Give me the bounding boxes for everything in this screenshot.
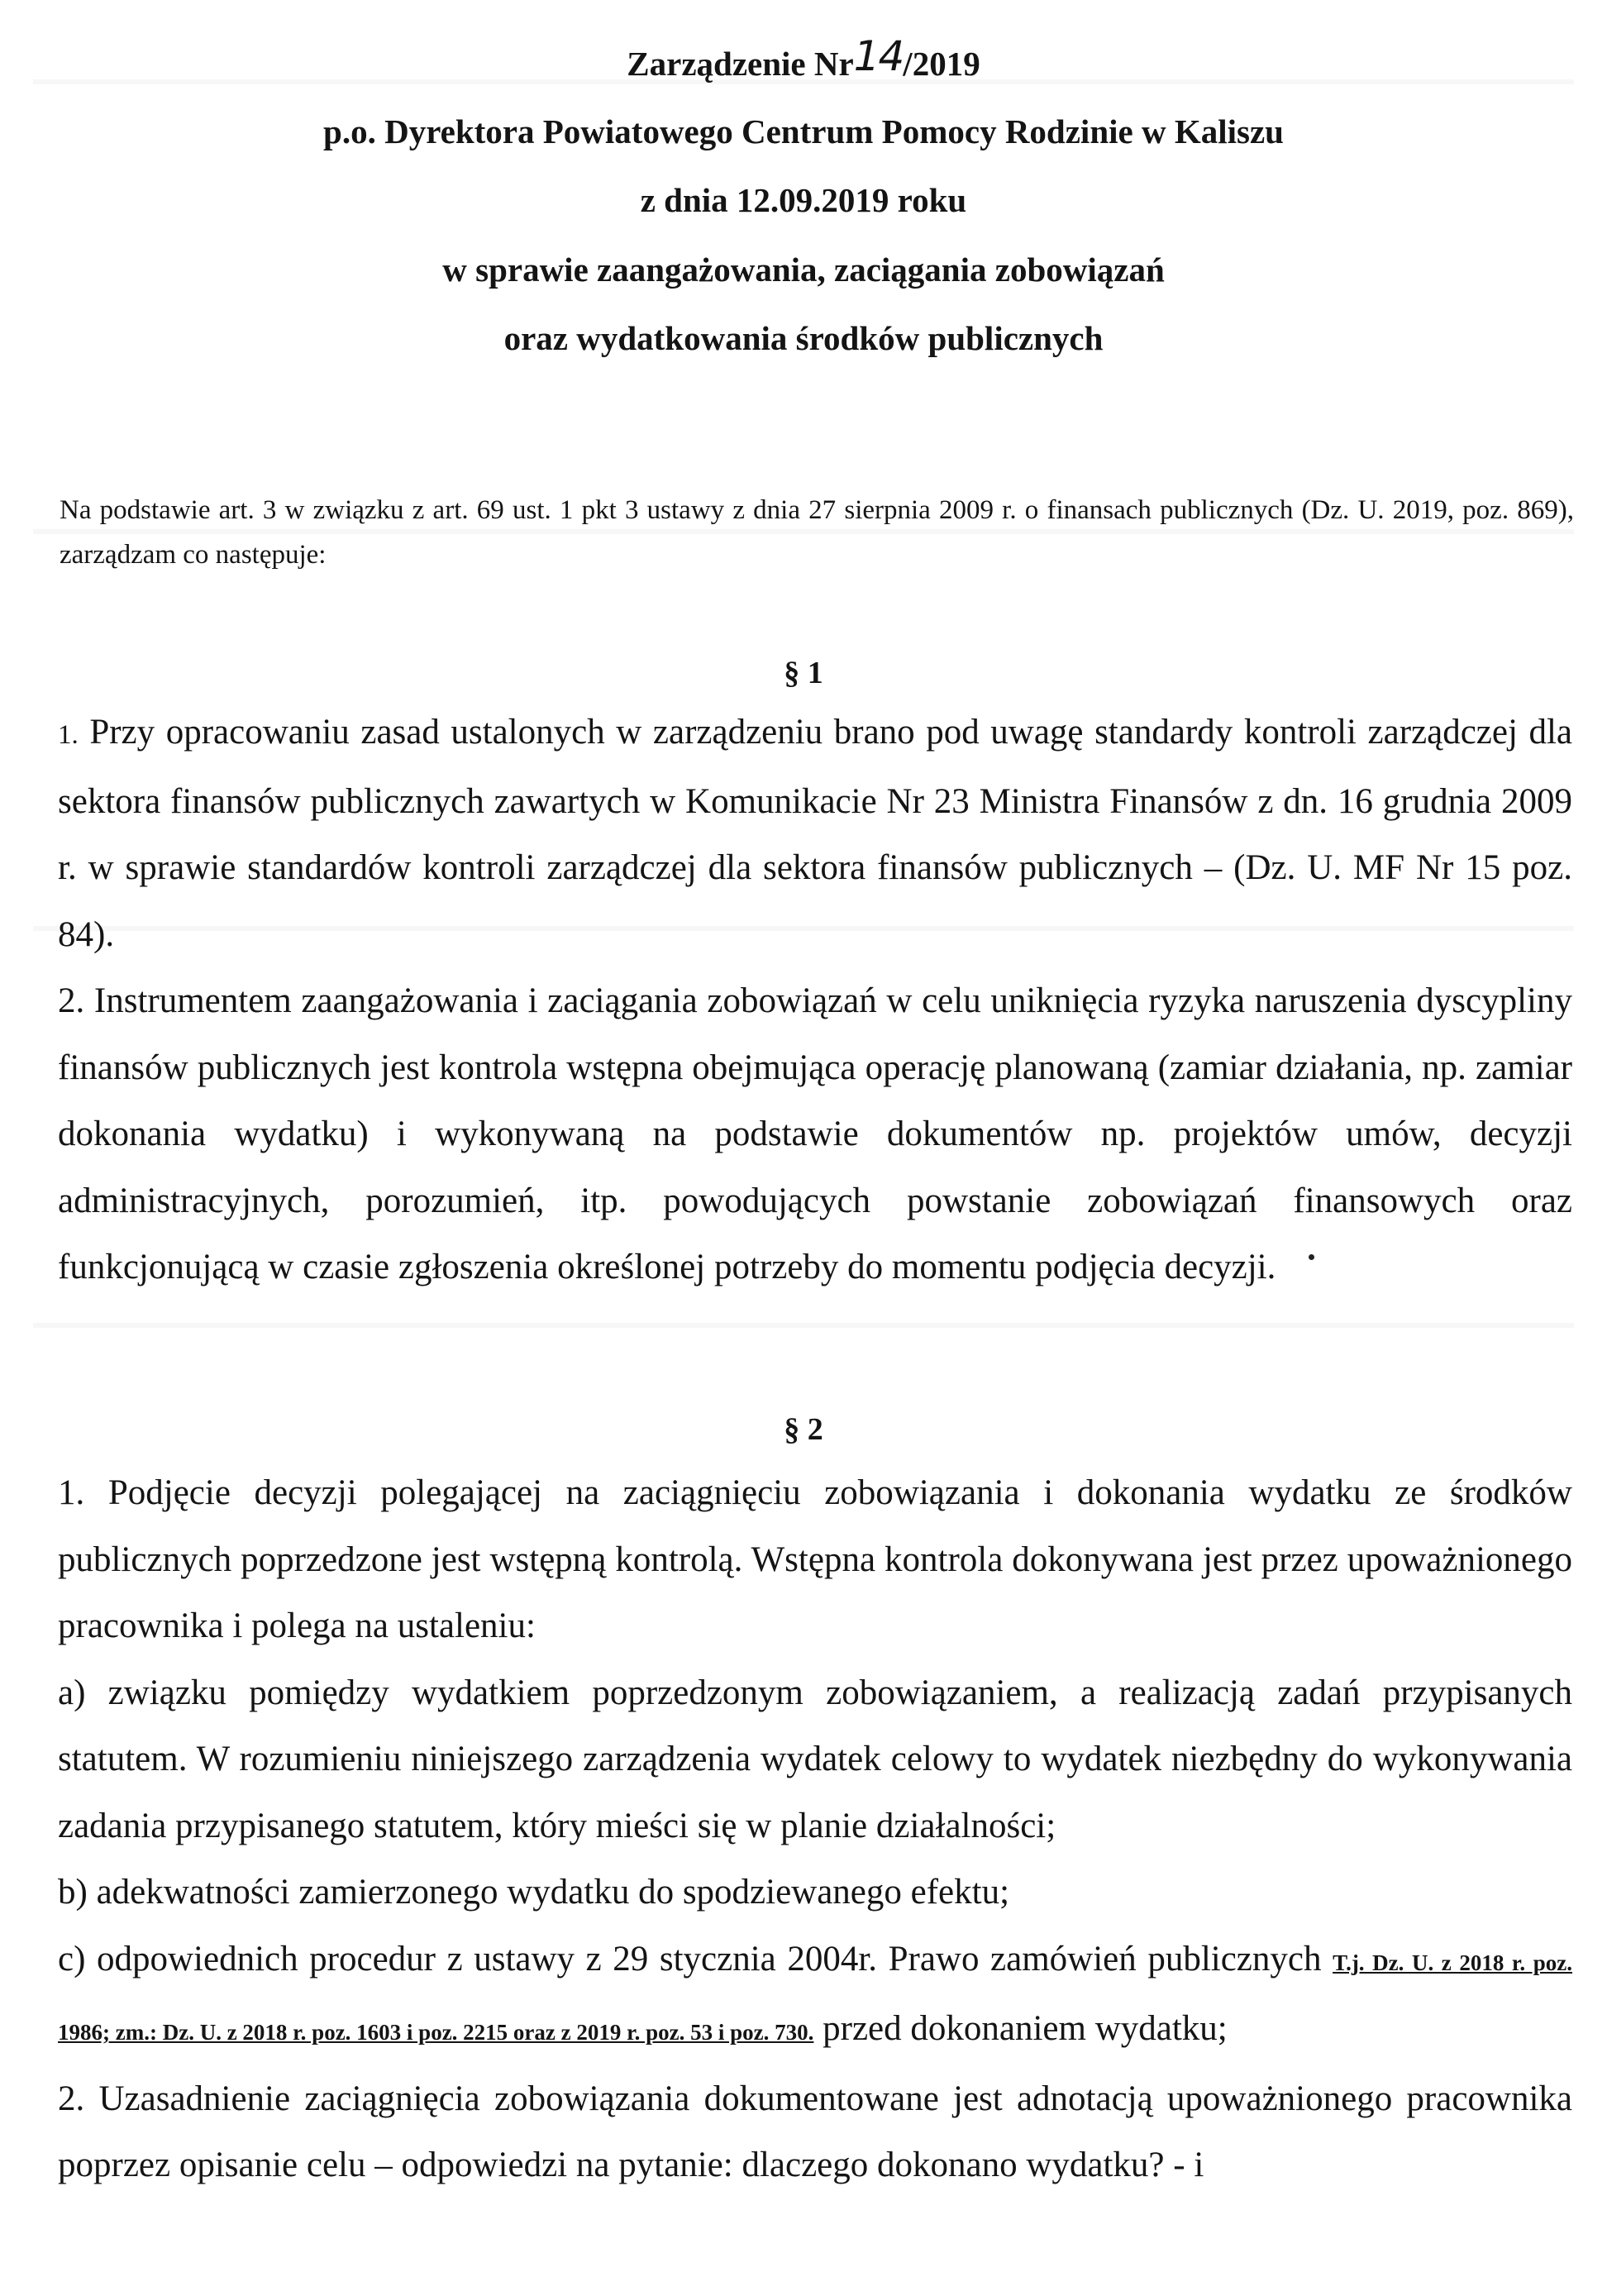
title-prefix: Zarządzenie Nr (627, 45, 854, 83)
legal-basis-paragraph: Na podstawie art. 3 w związku z art. 69 ust. 1 pkt 3 ustawy z dnia 27 sierpnia 2009 r. o finansach publicznych (Dz. U. 2019, poz. 869), zarządzam co następuje: (60, 495, 1574, 570)
section-2-item-c (58, 1926, 1572, 2066)
section-2-paragraph-2: 2. Uzasadnienie zaciągnięcia zobowiązania dokumentowane jest adnotacją upoważnionego pracownika poprzez opisanie celu – odpowiedzi na pytanie: dlaczego dokonano wydatku? - i (58, 2079, 1572, 2184)
subject-line-1: w sprawie zaangażowania, zaciągania zobowiązań (442, 251, 1165, 289)
section-1-paragraph-1 (58, 699, 1572, 968)
date-line: z dnia 12.09.2019 roku (640, 181, 967, 219)
paragraph-text: 2. Instrumentem zaangażowania i zaciągania zobowiązań w celu uniknięcia ryzyka naruszenia dyscypliny finansów publicznych jest kontrola wstępna obejmująca operację planowaną (zamiar działania, np. zamiar dokonania wydatku) i wykonywaną na podstawie dokumentów np. projektów umów, decyzji administracyjnych, porozumień, itp. powodujących powstanie zobowiązań finansowych oraz funkcjonującą w czasie zgłoszenia określonej potrzeby do momentu podjęcia decyzji. (58, 981, 1572, 1286)
section-1-heading: § 1 (784, 656, 823, 690)
section-2-body (58, 1460, 1572, 2199)
issuer-line: p.o. Dyrektora Powiatowego Centrum Pomocy Rodzinie w Kaliszu (323, 112, 1284, 150)
document-title (0, 32, 1607, 84)
legal-reference: T.j. Dz. U. z 2018 r. poz. 1986; zm.: Dz. U. z 2018 r. poz. 1603 i poz. 2215 oraz z 2019 r. poz. 53 i poz. 730. (58, 1950, 1572, 2045)
item-c-text: c) odpowiednich procedur z ustawy z 29 stycznia 2004r. Prawo zamówień publicznych (58, 1939, 1322, 1979)
section-1-paragraph-2 (58, 968, 1572, 1301)
section-2-heading: § 2 (784, 1412, 823, 1447)
subject-line-2: oraz wydatkowania środków publicznych (503, 319, 1104, 357)
paragraph-text: Przy opracowaniu zasad ustalonych w zarządzeniu brano pod uwagę standardy kontroli zarządczej dla sektora finansów publicznych zawartych w Komunikacie Nr 23 Ministra Finansów z dn. 16 grudnia 2009 r. w sprawie standardów kontroli zarządczej dla sektora finansów publicznych – (Dz. U. MF Nr 15 poz. 84). (58, 713, 1573, 954)
paragraph-number: 1. (58, 720, 79, 750)
item-c-tail: przed dokonaniem wydatku; (823, 2009, 1228, 2048)
section-2-item-a: a) związku pomiędzy wydatkiem poprzedzonym zobowiązaniem, a realizacją zadań przypisanych statutem. W rozumieniu niniejszego zarządzenia wydatek celowy to wydatek niezbędny do wykonywania zadania przypisanego statutem, który mieści się w planie działalności; (58, 1673, 1572, 1845)
ink-dot (1309, 1254, 1314, 1260)
handwritten-number: 14 (853, 32, 904, 80)
bleed-through-line (33, 1323, 1574, 1328)
section-2-item-b: b) adekwatności zamierzonego wydatku do spodziewanego efektu; (58, 1873, 1010, 1912)
title-suffix: /2019 (903, 45, 980, 83)
section-1-body (58, 699, 1572, 1301)
section-2-paragraph-1: 1. Podjęcie decyzji polegającej na zaciągnięciu zobowiązania i dokonania wydatku ze środków publicznych poprzedzone jest wstępną kontrolą. Wstępna kontrola dokonywana jest przez upoważnionego pracownika i polega na ustaleniu: (58, 1473, 1572, 1645)
